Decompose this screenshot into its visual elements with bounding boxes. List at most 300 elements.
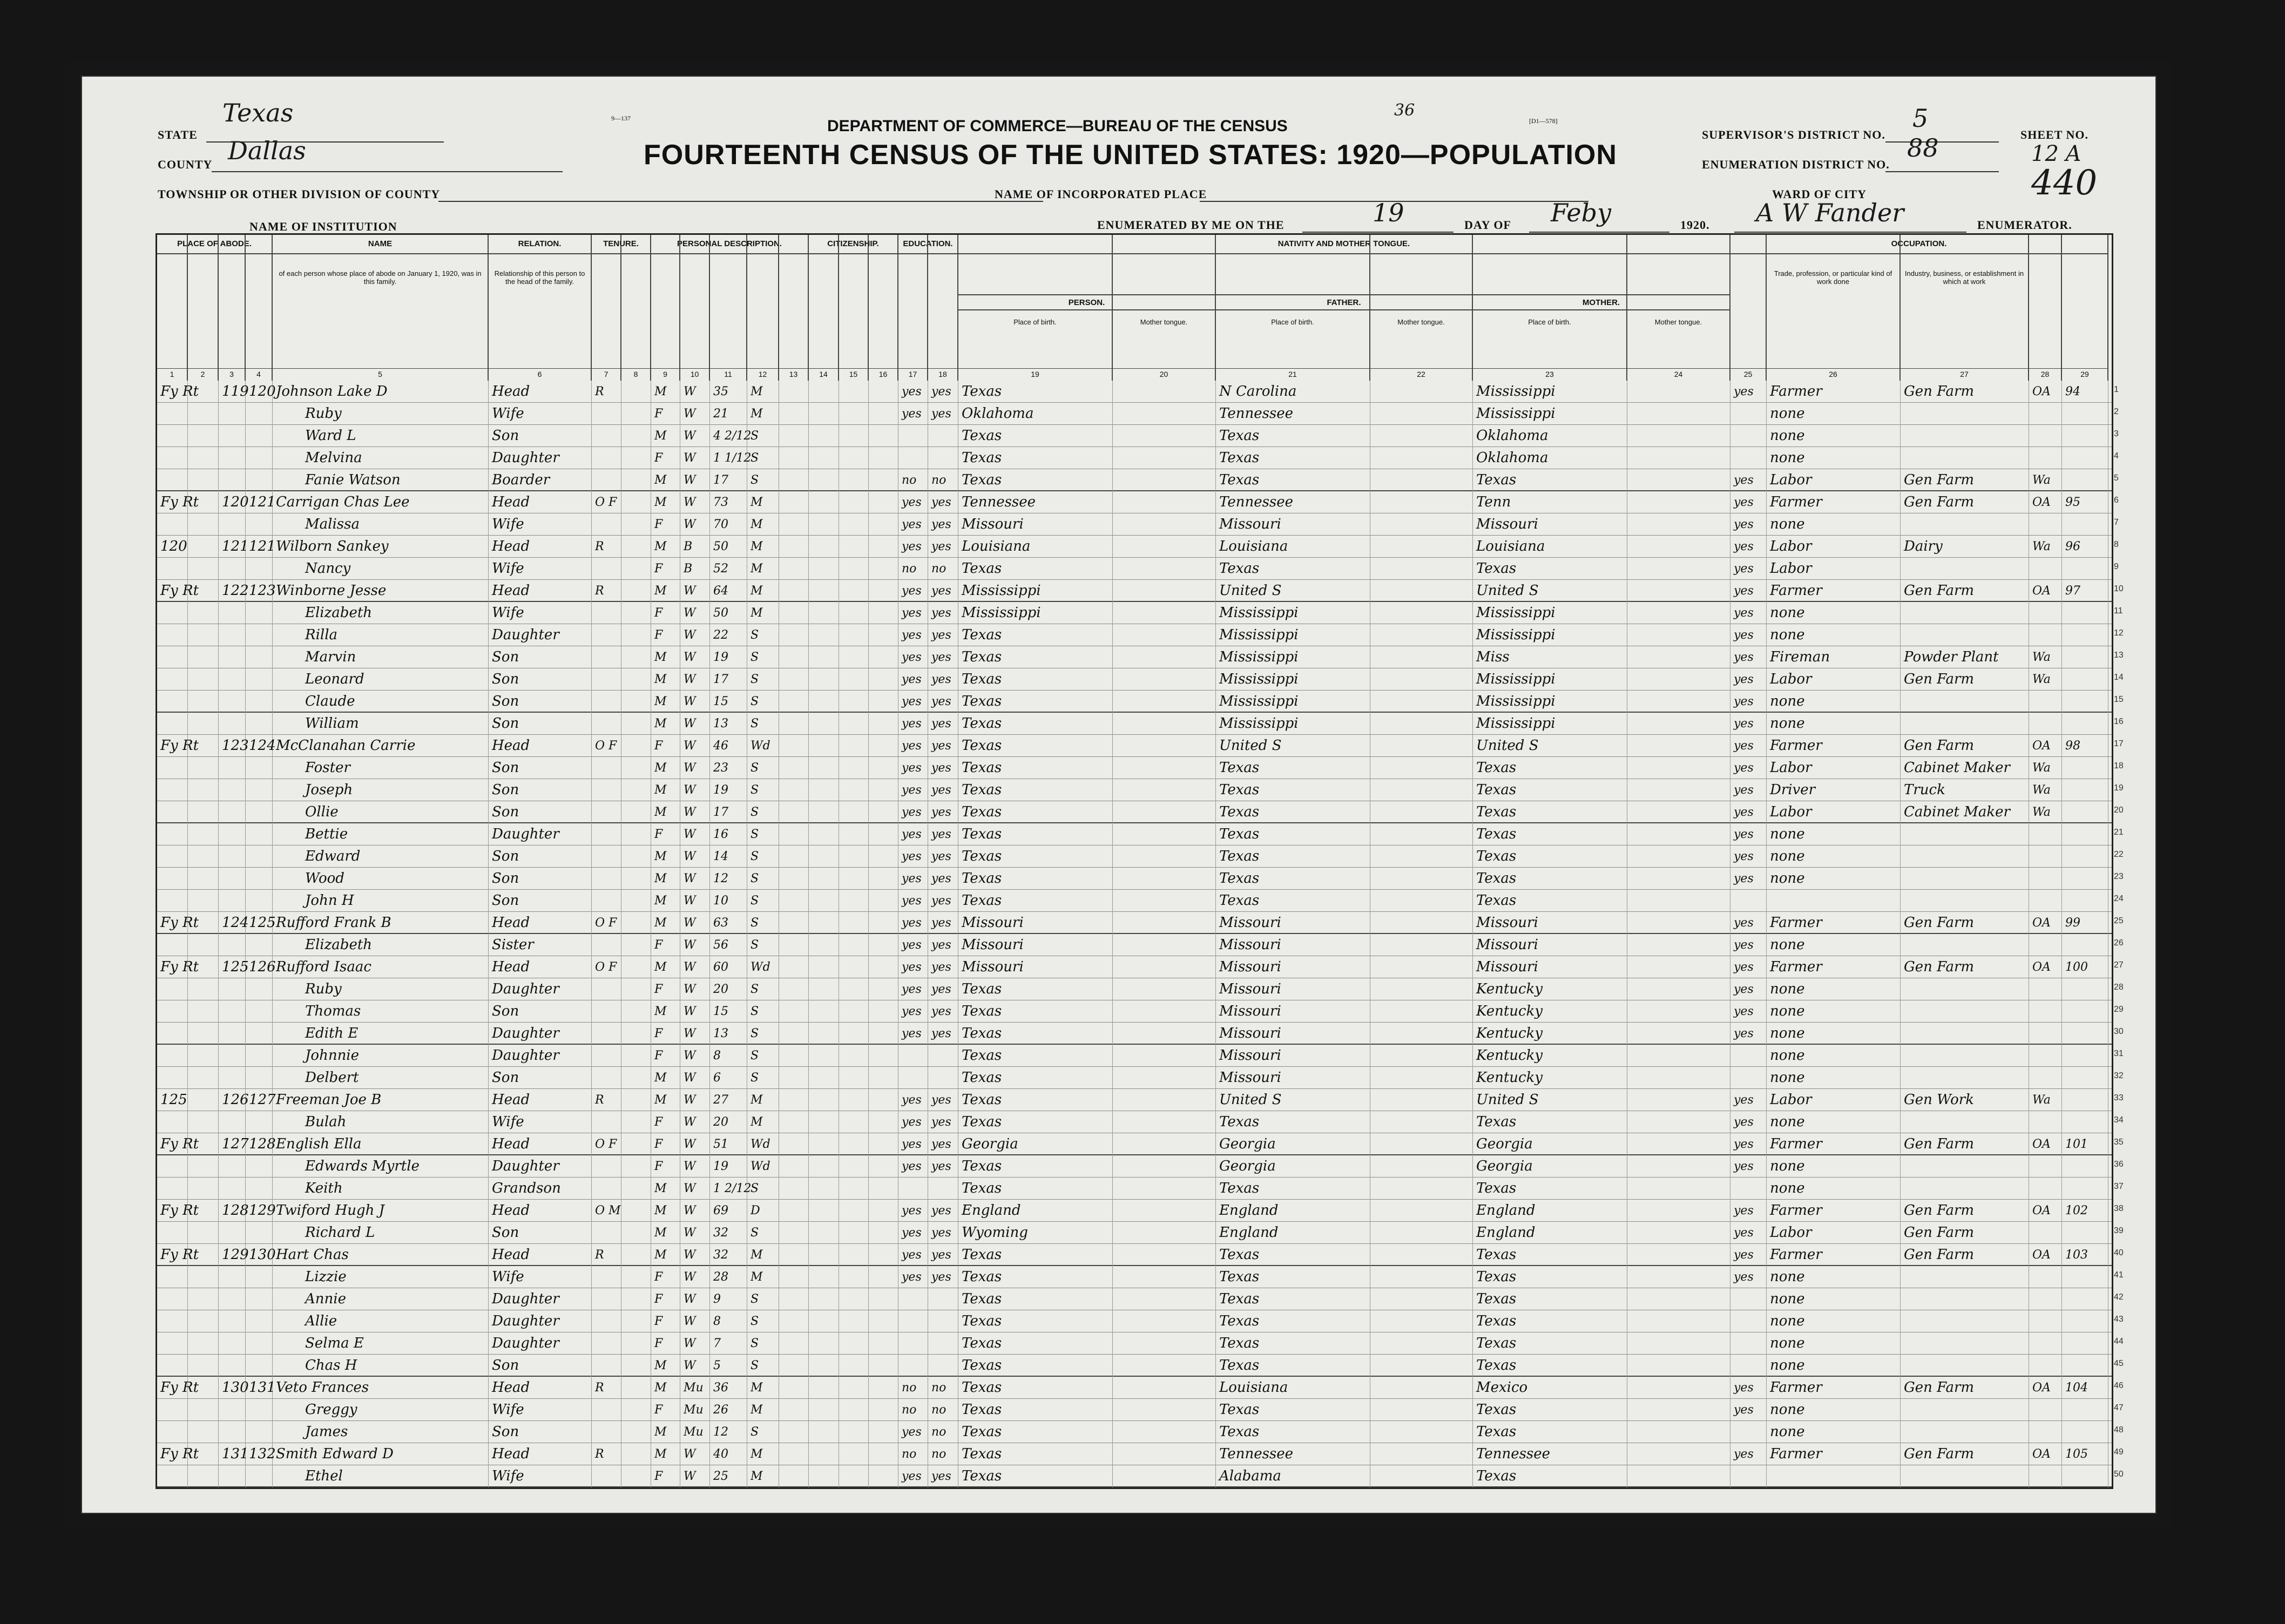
- table-cell: [219, 425, 246, 447]
- table-cell: Texas: [1473, 868, 1627, 890]
- table-cell: Alabama: [1216, 1465, 1370, 1487]
- table-cell: 121: [219, 536, 246, 558]
- table-cell: Kentucky: [1473, 1023, 1627, 1045]
- table-cell: [1730, 1045, 1767, 1067]
- table-cell: [1113, 1133, 1216, 1155]
- table-cell: [1627, 602, 1730, 624]
- table-cell: [869, 1244, 898, 1266]
- table-cell: [809, 1111, 839, 1133]
- table-cell: [188, 1222, 219, 1244]
- table-cell: [1901, 1178, 2029, 1200]
- column-header: [809, 235, 839, 381]
- table-cell: yes: [898, 668, 928, 691]
- table-cell: [1113, 1089, 1216, 1111]
- table-cell: [2062, 1421, 2108, 1443]
- table-cell: yes: [928, 1465, 958, 1487]
- table-cell: [809, 1443, 839, 1465]
- table-cell: yes: [928, 1155, 958, 1178]
- table-cell: 6: [710, 1067, 747, 1089]
- table-cell: [898, 447, 928, 469]
- table-cell: [839, 1399, 869, 1421]
- table-cell: [809, 381, 839, 403]
- table-cell: Labor: [1767, 757, 1901, 779]
- table-cell: [2029, 1399, 2062, 1421]
- table-cell: [809, 890, 839, 912]
- table-cell: Bulah: [273, 1111, 489, 1133]
- table-cell: F: [651, 1133, 680, 1155]
- table-cell: England: [1473, 1200, 1627, 1222]
- table-cell: [898, 1355, 928, 1377]
- table-cell: S: [747, 1288, 779, 1310]
- table-cell: none: [1767, 1023, 1901, 1045]
- table-row: [157, 580, 2124, 602]
- table-cell: yes: [1730, 469, 1767, 491]
- table-cell: Head: [489, 1244, 592, 1266]
- table-cell: [1370, 934, 1473, 956]
- table-cell: Tennessee: [1216, 403, 1370, 425]
- table-row: [157, 425, 2119, 447]
- table-cell: yes: [898, 403, 928, 425]
- table-cell: Gen Farm: [1901, 668, 2029, 691]
- table-cell: [157, 558, 188, 580]
- table-cell: 96: [2062, 536, 2108, 558]
- line-number: 17: [2114, 739, 2124, 748]
- table-cell: [809, 646, 839, 668]
- table-cell: [1370, 1178, 1473, 1200]
- table-cell: [2062, 1067, 2108, 1089]
- table-cell: yes: [928, 668, 958, 691]
- table-cell: [219, 1067, 246, 1089]
- table-cell: [219, 845, 246, 868]
- table-cell: 105: [2062, 1443, 2108, 1465]
- table-cell: 51: [710, 1133, 747, 1155]
- column-number: 3: [219, 368, 245, 378]
- table-cell: [1627, 1421, 1730, 1443]
- table-cell: Texas: [1473, 845, 1627, 868]
- column-header: [2029, 235, 2062, 381]
- table-row: [157, 890, 2124, 912]
- table-cell: 60: [710, 956, 747, 978]
- table-cell: [839, 1355, 869, 1377]
- table-cell: [592, 978, 621, 1000]
- table-cell: [219, 558, 246, 580]
- column-group-header: CITIZENSHIP.: [809, 235, 898, 254]
- column-group-header: RELATION.: [489, 235, 592, 254]
- table-row: [157, 602, 2123, 624]
- table-cell: Bettie: [273, 823, 489, 845]
- table-cell: [1627, 403, 1730, 425]
- column-header: [898, 235, 928, 381]
- table-cell: [621, 1111, 651, 1133]
- table-cell: [869, 823, 898, 845]
- table-cell: M: [651, 912, 680, 934]
- table-cell: [1627, 691, 1730, 713]
- table-row: [157, 1377, 2124, 1399]
- table-cell: yes: [898, 845, 928, 868]
- table-cell: Texas: [1473, 779, 1627, 801]
- table-cell: 73: [710, 491, 747, 513]
- line-number: 4: [2114, 451, 2119, 461]
- table-cell: [1627, 381, 1730, 403]
- table-cell: [2029, 890, 2062, 912]
- table-cell: S: [747, 779, 779, 801]
- table-cell: W: [680, 580, 710, 602]
- table-cell: [1370, 1200, 1473, 1222]
- column-number: 22: [1370, 368, 1472, 378]
- table-cell: Texas: [958, 735, 1113, 757]
- table-cell: Ruby: [273, 403, 489, 425]
- table-cell: M: [651, 801, 680, 823]
- table-cell: Daughter: [489, 1310, 592, 1332]
- table-cell: [1627, 624, 1730, 646]
- table-cell: Daughter: [489, 1023, 592, 1045]
- table-cell: [188, 624, 219, 646]
- table-cell: [621, 469, 651, 491]
- enumerated-label: ENUMERATED BY ME ON THE: [1097, 218, 1285, 232]
- table-cell: [839, 779, 869, 801]
- line-number: 6: [2114, 496, 2119, 505]
- table-cell: [219, 779, 246, 801]
- table-cell: [1113, 779, 1216, 801]
- table-cell: none: [1767, 425, 1901, 447]
- table-cell: [2062, 469, 2108, 491]
- table-cell: [219, 1178, 246, 1200]
- table-cell: [809, 1000, 839, 1023]
- table-cell: W: [680, 1111, 710, 1133]
- table-cell: R: [592, 580, 621, 602]
- table-cell: Texas: [1473, 1355, 1627, 1377]
- column-number: 29: [2062, 368, 2107, 378]
- table-cell: [592, 1000, 621, 1023]
- table-cell: England: [1216, 1222, 1370, 1244]
- table-cell: Carrigan Chas Lee: [273, 491, 489, 513]
- table-cell: yes: [898, 691, 928, 713]
- table-cell: no: [928, 1377, 958, 1399]
- table-cell: [188, 1023, 219, 1045]
- table-cell: [779, 558, 809, 580]
- table-cell: [592, 713, 621, 735]
- table-cell: 27: [710, 1089, 747, 1111]
- table-cell: [188, 558, 219, 580]
- table-cell: Wood: [273, 868, 489, 890]
- table-cell: M: [651, 381, 680, 403]
- column-number: 1: [157, 368, 187, 378]
- table-cell: [157, 1222, 188, 1244]
- table-cell: S: [747, 845, 779, 868]
- table-cell: [1113, 513, 1216, 536]
- table-cell: Texas: [1473, 1178, 1627, 1200]
- table-cell: [1627, 580, 1730, 602]
- table-cell: W: [680, 735, 710, 757]
- table-cell: [2062, 890, 2108, 912]
- table-cell: [869, 491, 898, 513]
- table-cell: [809, 1089, 839, 1111]
- table-cell: [2062, 1178, 2108, 1200]
- column-header: [592, 235, 621, 381]
- table-cell: [1113, 1111, 1216, 1133]
- table-cell: [1113, 912, 1216, 934]
- table-cell: [779, 1067, 809, 1089]
- table-cell: W: [680, 912, 710, 934]
- table-cell: W: [680, 425, 710, 447]
- column-header: [928, 235, 958, 381]
- table-row: [157, 1000, 2124, 1023]
- table-cell: none: [1767, 1178, 1901, 1200]
- table-cell: [1901, 1310, 2029, 1332]
- table-cell: Texas: [958, 978, 1113, 1000]
- month-value: Feby: [1551, 198, 1612, 227]
- table-cell: [869, 691, 898, 713]
- table-cell: Malissa: [273, 513, 489, 536]
- table-cell: [188, 469, 219, 491]
- table-cell: Georgia: [958, 1133, 1113, 1155]
- table-cell: [621, 978, 651, 1000]
- table-cell: Keith: [273, 1178, 489, 1200]
- table-cell: [1901, 447, 2029, 469]
- table-cell: [2029, 1155, 2062, 1178]
- table-cell: Louisiana: [1216, 1377, 1370, 1399]
- table-cell: [188, 691, 219, 713]
- table-cell: [157, 823, 188, 845]
- table-cell: yes: [898, 1155, 928, 1178]
- table-cell: 100: [2062, 956, 2108, 978]
- table-row: [157, 1465, 2124, 1487]
- table-cell: [592, 668, 621, 691]
- table-cell: Edwards Myrtle: [273, 1155, 489, 1178]
- table-cell: no: [898, 469, 928, 491]
- table-cell: [1113, 1200, 1216, 1222]
- table-cell: [1113, 580, 1216, 602]
- enumeration-label: ENUMERATION DISTRICT NO.: [1702, 158, 1890, 171]
- table-cell: 56: [710, 934, 747, 956]
- table-cell: S: [747, 823, 779, 845]
- table-cell: [2062, 447, 2108, 469]
- table-cell: [246, 1222, 273, 1244]
- table-cell: OA: [2029, 1377, 2062, 1399]
- table-cell: 124: [219, 912, 246, 934]
- table-cell: [869, 1111, 898, 1133]
- table-cell: [219, 1222, 246, 1244]
- table-cell: R: [592, 536, 621, 558]
- table-cell: W: [680, 757, 710, 779]
- table-cell: M: [651, 713, 680, 735]
- table-cell: [592, 890, 621, 912]
- table-cell: [779, 491, 809, 513]
- table-cell: [809, 934, 839, 956]
- table-cell: [869, 1089, 898, 1111]
- table-cell: [1901, 1266, 2029, 1288]
- table-cell: [246, 624, 273, 646]
- table-cell: [1901, 602, 2029, 624]
- table-cell: no: [898, 558, 928, 580]
- table-cell: Gen Work: [1901, 1089, 2029, 1111]
- table-cell: [839, 1089, 869, 1111]
- table-cell: M: [747, 1443, 779, 1465]
- table-cell: OA: [2029, 1133, 2062, 1155]
- table-cell: [1370, 558, 1473, 580]
- table-cell: [1113, 1465, 1216, 1487]
- table-cell: [1370, 668, 1473, 691]
- table-cell: Wife: [489, 1266, 592, 1288]
- table-cell: [1627, 646, 1730, 668]
- table-cell: [1113, 558, 1216, 580]
- column-header: [839, 235, 869, 381]
- table-cell: Head: [489, 491, 592, 513]
- table-cell: [188, 934, 219, 956]
- table-cell: England: [958, 1200, 1113, 1222]
- table-cell: [779, 1355, 809, 1377]
- table-cell: [928, 1355, 958, 1377]
- table-cell: [2062, 1355, 2108, 1377]
- table-cell: 19: [710, 779, 747, 801]
- table-cell: Selma E: [273, 1332, 489, 1355]
- table-cell: W: [680, 1355, 710, 1377]
- line-number: 33: [2114, 1093, 2124, 1102]
- table-cell: [1113, 1355, 1216, 1377]
- table-cell: W: [680, 956, 710, 978]
- table-cell: [1627, 1111, 1730, 1133]
- table-cell: none: [1767, 1421, 1901, 1443]
- table-cell: Mississippi: [1473, 381, 1627, 403]
- table-cell: [592, 425, 621, 447]
- table-cell: F: [651, 1399, 680, 1421]
- table-cell: [2062, 713, 2108, 735]
- table-cell: [621, 757, 651, 779]
- table-cell: 125: [219, 956, 246, 978]
- table-cell: [869, 757, 898, 779]
- table-cell: M: [651, 1067, 680, 1089]
- table-cell: W: [680, 1310, 710, 1332]
- enumerator-label: ENUMERATOR.: [1977, 218, 2072, 232]
- table-cell: none: [1767, 1266, 1901, 1288]
- line-number: 27: [2114, 960, 2124, 970]
- institution-label: NAME OF INSTITUTION: [249, 220, 397, 233]
- table-cell: Fy Rt: [157, 1377, 188, 1399]
- table-cell: [157, 447, 188, 469]
- table-row: [157, 558, 2119, 580]
- table-cell: W: [680, 779, 710, 801]
- table-cell: Veto Frances: [273, 1377, 489, 1399]
- table-cell: W: [680, 403, 710, 425]
- column-group-header: OCCUPATION.: [1730, 235, 2108, 254]
- table-cell: [2029, 513, 2062, 536]
- table-cell: [188, 513, 219, 536]
- table-cell: yes: [1730, 1244, 1767, 1266]
- table-cell: none: [1767, 1355, 1901, 1377]
- table-cell: [2062, 1111, 2108, 1133]
- table-cell: [1901, 624, 2029, 646]
- table-cell: yes: [928, 912, 958, 934]
- table-cell: Texas: [958, 469, 1113, 491]
- table-cell: yes: [928, 491, 958, 513]
- table-cell: Head: [489, 536, 592, 558]
- table-cell: Wa: [2029, 536, 2062, 558]
- table-cell: [157, 1421, 188, 1443]
- table-cell: [246, 845, 273, 868]
- table-cell: Mu: [680, 1421, 710, 1443]
- table-cell: [219, 868, 246, 890]
- table-cell: [246, 1045, 273, 1067]
- table-cell: Johnnie: [273, 1045, 489, 1067]
- table-row: [157, 1266, 2124, 1288]
- table-cell: [592, 868, 621, 890]
- table-cell: [621, 558, 651, 580]
- table-cell: [188, 735, 219, 757]
- table-cell: 127: [219, 1133, 246, 1155]
- table-cell: [2029, 558, 2062, 580]
- table-cell: [592, 646, 621, 668]
- table-cell: yes: [928, 624, 958, 646]
- table-cell: [1370, 1222, 1473, 1244]
- table-cell: [188, 845, 219, 868]
- table-cell: [809, 447, 839, 469]
- table-cell: W: [680, 1000, 710, 1023]
- table-cell: [839, 403, 869, 425]
- table-cell: Son: [489, 779, 592, 801]
- table-cell: Texas: [1216, 1178, 1370, 1200]
- table-cell: [219, 1332, 246, 1355]
- table-cell: [1370, 1089, 1473, 1111]
- table-cell: W: [680, 469, 710, 491]
- table-cell: M: [651, 1000, 680, 1023]
- table-cell: [157, 1023, 188, 1045]
- table-cell: [188, 1045, 219, 1067]
- table-cell: [188, 425, 219, 447]
- table-row: [157, 1399, 2124, 1421]
- table-cell: [1113, 868, 1216, 890]
- census-sheet: [81, 76, 2156, 1514]
- table-cell: [188, 1421, 219, 1443]
- table-cell: Edward: [273, 845, 489, 868]
- table-cell: [1370, 691, 1473, 713]
- table-cell: [219, 1399, 246, 1421]
- table-cell: [839, 1310, 869, 1332]
- table-row: [157, 956, 2124, 978]
- table-cell: Missouri: [1216, 912, 1370, 934]
- table-cell: [188, 1067, 219, 1089]
- table-cell: [592, 1111, 621, 1133]
- table-cell: [809, 536, 839, 558]
- table-cell: Tenn: [1473, 491, 1627, 513]
- table-cell: 14: [710, 845, 747, 868]
- column-header: [869, 235, 898, 381]
- table-cell: S: [747, 469, 779, 491]
- table-cell: [809, 403, 839, 425]
- table-cell: B: [680, 558, 710, 580]
- table-cell: [188, 1355, 219, 1377]
- column-number: 17: [898, 368, 927, 378]
- table-cell: R: [592, 1443, 621, 1465]
- table-cell: [621, 890, 651, 912]
- table-cell: [779, 1465, 809, 1487]
- form-code: [D1—578]: [1529, 117, 1558, 125]
- table-cell: yes: [928, 845, 958, 868]
- column-header: [489, 235, 592, 381]
- table-cell: John H: [273, 890, 489, 912]
- table-cell: [1370, 1266, 1473, 1288]
- table-cell: [592, 1355, 621, 1377]
- table-cell: [1370, 1377, 1473, 1399]
- table-cell: [621, 1266, 651, 1288]
- table-cell: [869, 934, 898, 956]
- column-group-header: NAME: [273, 235, 489, 254]
- column-header: [1627, 235, 1730, 381]
- table-cell: Texas: [1216, 447, 1370, 469]
- table-cell: [1627, 425, 1730, 447]
- table-cell: 129: [246, 1200, 273, 1222]
- table-cell: [898, 1288, 928, 1310]
- table-cell: Wife: [489, 1111, 592, 1133]
